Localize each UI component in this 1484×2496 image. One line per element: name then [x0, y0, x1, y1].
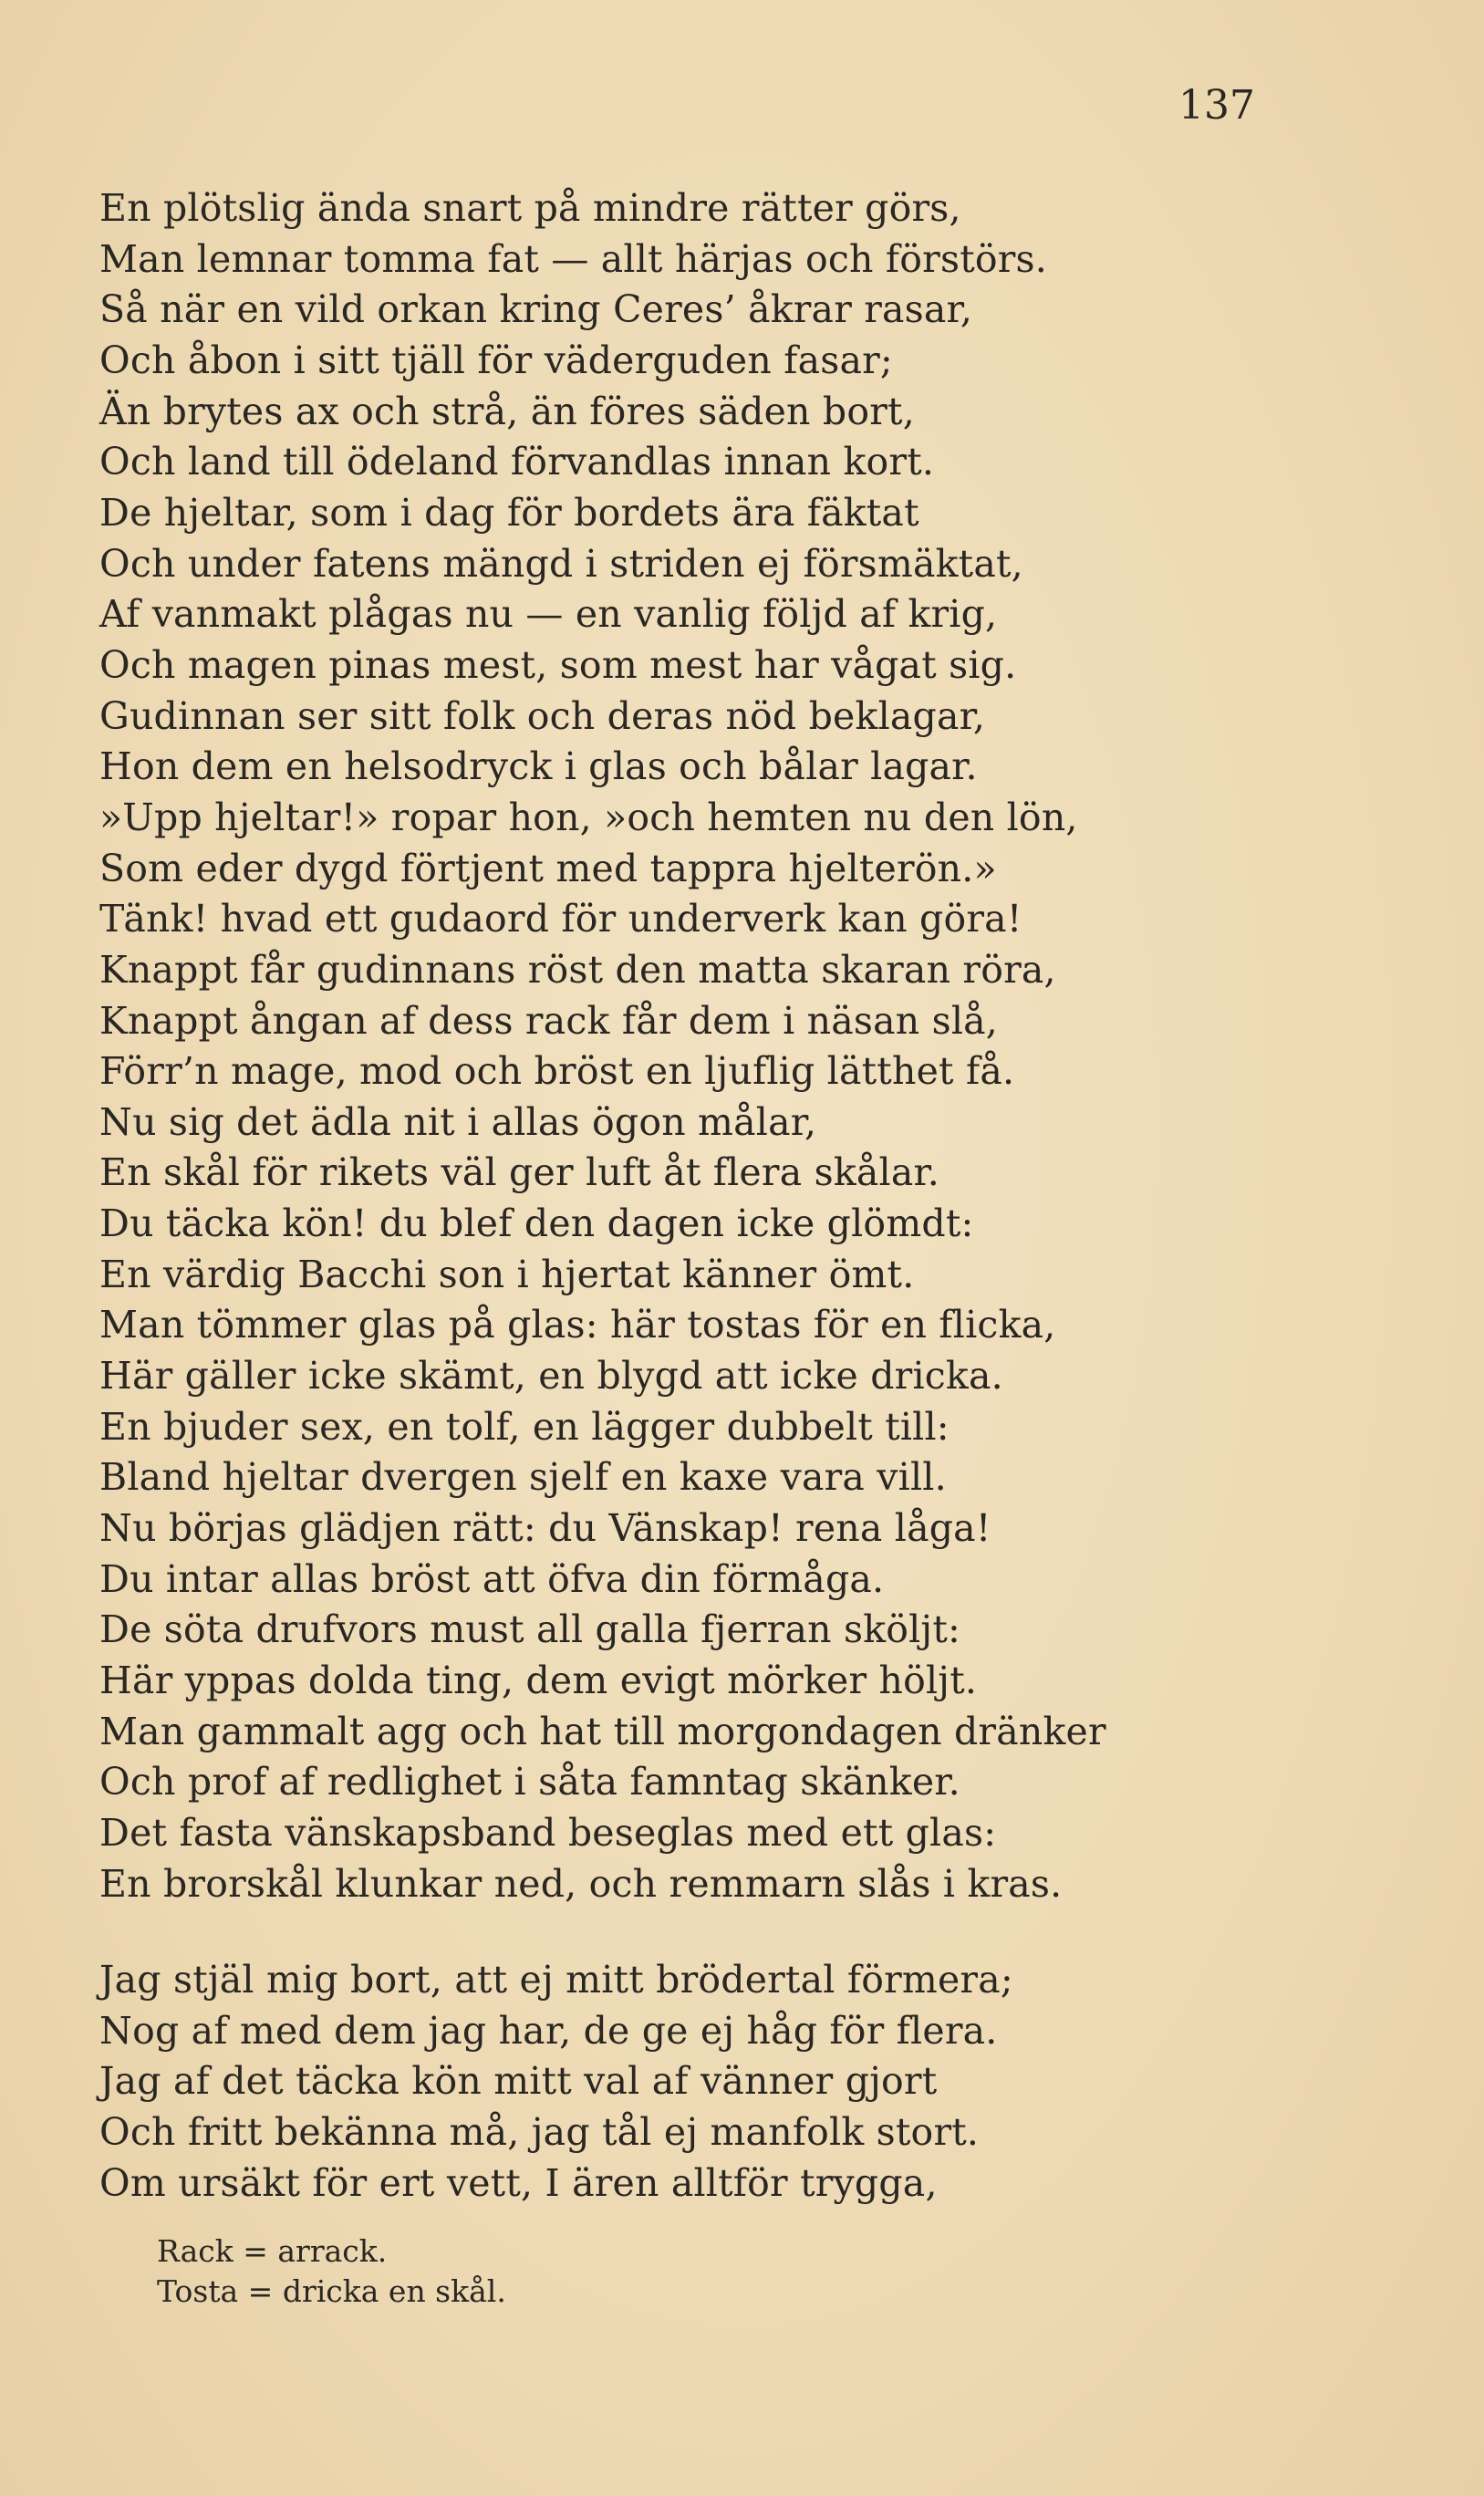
verse-line: Och under fatens mängd i striden ej försmäktat, — [99, 541, 1023, 586]
verse-line: Jag af det täcka kön mitt val af vänner gjort — [99, 2059, 938, 2104]
verse-line: Du intar allas bröst att öfva din förmåga. — [99, 1556, 885, 1601]
verse-line: Förr’n mage, mod och bröst en ljuflig lätthet få. — [99, 1049, 1015, 1094]
verse-line: Man lemnar tomma fat — allt härjas och förstörs. — [99, 236, 1048, 281]
verse-line: Och magen pinas mest, som mest har vågat sig. — [99, 642, 1017, 687]
footnote: Tosta = dricka en skål. — [157, 2273, 506, 2309]
verse-line: Och fritt bekänna må, jag tål ej manfolk stort. — [99, 2109, 980, 2154]
verse-line: Och prof af redlighet i såta famntag skänker. — [99, 1760, 960, 1804]
verse-line: Här yppas dolda ting, dem evigt mörker höljt. — [99, 1659, 978, 1703]
verse-line: Som eder dygd förtjent med tappra hjelterön.» — [99, 846, 997, 890]
verse-line: Och åbon i sitt tjäll för väderguden fasar; — [99, 338, 893, 382]
verse-line: En värdig Bacchi son i hjertat känner ömt. — [99, 1252, 915, 1296]
verse-line: De söta drufvors must all galla fjerran sköljt: — [99, 1607, 961, 1652]
verse-line: Knappt ångan af dess rack får dem i näsan slå, — [99, 998, 999, 1043]
verse-line: Så när en vild orkan kring Ceres’ åkrar rasar, — [99, 287, 973, 332]
footnote: Rack = arrack. — [157, 2233, 388, 2269]
verse-line: Man gammalt agg och hat till morgondagen dränker — [99, 1709, 1106, 1753]
verse-line: Det fasta vänskapsband beseglas med ett glas: — [99, 1811, 997, 1855]
verse-line: Tänk! hvad ett gudaord för underverk kan göra! — [99, 897, 1022, 941]
verse-line: Nog af med dem jag har, de ge ej håg för flera. — [99, 2008, 998, 2053]
verse-line: »Upp hjeltar!» ropar hon, »och hemten nu den lön, — [99, 795, 1078, 839]
page-number: 137 — [1178, 82, 1255, 129]
verse-line: Man tömmer glas på glas: här tostas för en flicka, — [99, 1303, 1056, 1347]
verse-line: Knappt får gudinnans röst den matta skaran röra, — [99, 947, 1056, 992]
verse-line: Och land till ödeland förvandlas innan kort. — [99, 440, 935, 484]
verse-line: En bjuder sex, en tolf, en lägger dubbelt till: — [99, 1404, 950, 1449]
verse-line: Nu sig det ädla nit i allas ögon målar, — [99, 1099, 817, 1144]
verse-line: Bland hjeltar dvergen sjelf en kaxe vara vill. — [99, 1455, 947, 1500]
verse-line: Af vanmakt plågas nu — en vanlig följd af krig, — [99, 592, 998, 637]
verse-line: De hjeltar, som i dag för bordets ära fäktat — [99, 490, 919, 535]
stanza-1 — [99, 183, 1449, 1909]
stanza-2 — [99, 1955, 1449, 2209]
verse-line: Du täcka kön! du blef den dagen icke glömdt: — [99, 1201, 974, 1246]
verse-line: En brorskål klunkar ned, och remmarn slås i kras. — [99, 1861, 1063, 1906]
verse-line: Än brytes ax och strå, än föres säden bort, — [99, 389, 915, 433]
verse-line: En skål för rikets väl ger luft åt flera skålar. — [99, 1150, 939, 1195]
verse-line: Jag stjäl mig bort, att ej mitt brödertal förmera; — [99, 1958, 1013, 2002]
verse-line: Gudinnan ser sitt folk och deras nöd beklagar, — [99, 693, 986, 738]
footnotes — [157, 2231, 1251, 2312]
verse-line: Nu börjas glädjen rätt: du Vänskap! rena låga! — [99, 1506, 991, 1551]
verse-line: Hon dem en helsodryck i glas och bålar lagar. — [99, 744, 978, 789]
verse-line: Om ursäkt för ert vett, I ären alltför trygga, — [99, 2160, 938, 2205]
verse-line: En plötslig ända snart på mindre rätter görs, — [99, 186, 961, 230]
verse-line: Här gäller icke skämt, en blygd att icke dricka. — [99, 1354, 1003, 1399]
